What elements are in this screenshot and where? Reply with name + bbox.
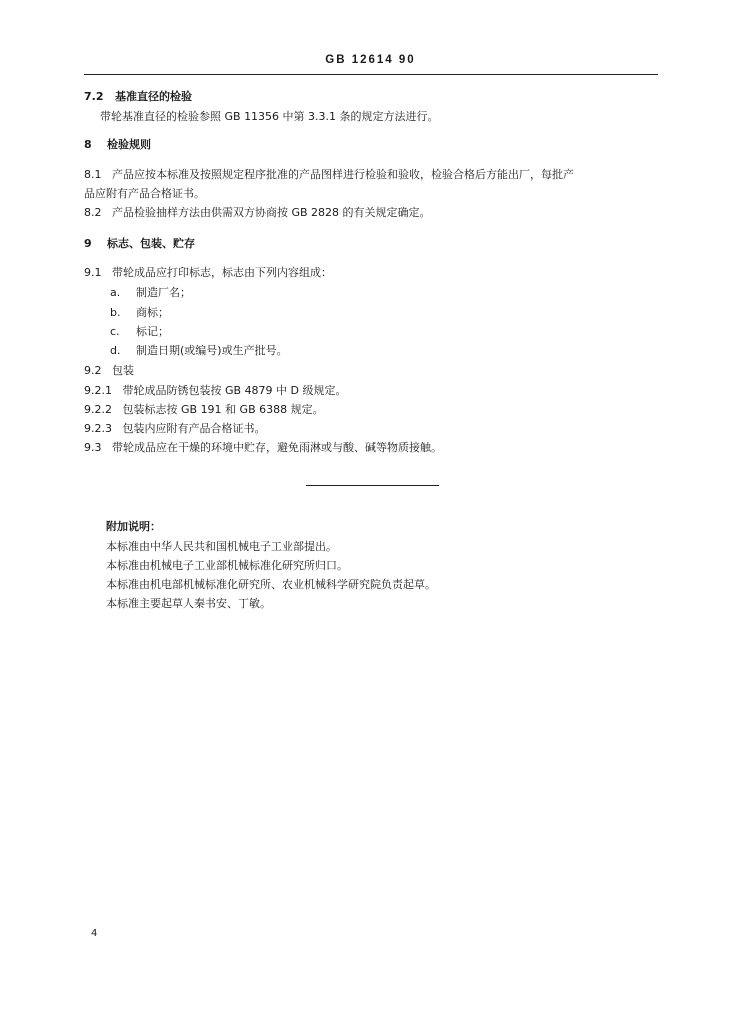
section-9-2-1	[84, 384, 347, 398]
header-rule	[84, 74, 658, 75]
page-number: 4	[91, 928, 98, 939]
list-text: 商标；	[136, 306, 169, 319]
section-number: 8.1	[84, 168, 102, 181]
section-7-2-heading	[84, 90, 192, 104]
section-number: 9.1	[84, 266, 102, 279]
section-text: 包装标志按 GB 191 和 GB 6388 规定。	[122, 403, 324, 416]
section-8-1-line1	[84, 168, 574, 182]
list-marker: a.	[110, 286, 121, 299]
section-9-1	[84, 266, 332, 280]
notes-line: 本标准由机电部机械标准化研究所、农业机械科学研究院负责起草。	[106, 578, 436, 591]
section-text: 包装内应附有产品合格证书。	[122, 422, 266, 435]
notes-line: 本标准由中华人民共和国机械电子工业部提出。	[106, 540, 337, 553]
list-item	[110, 286, 191, 300]
list-text: 标记；	[136, 325, 169, 338]
section-9-2-3	[84, 422, 266, 436]
section-number: 9.2.1	[84, 384, 112, 397]
section-text: 带轮成品防锈包装按 GB 4879 中 D 级规定。	[122, 384, 347, 397]
section-9-heading	[84, 237, 195, 251]
list-marker: d.	[110, 344, 121, 357]
section-9-2-heading	[84, 364, 134, 378]
section-8-2	[84, 206, 431, 220]
section-number: 9.2	[84, 364, 102, 377]
section-number: 8.2	[84, 206, 102, 219]
section-title: 检验规则	[106, 138, 151, 151]
list-marker: c.	[110, 325, 120, 338]
list-item	[110, 325, 169, 339]
notes-title: 附加说明：	[106, 520, 161, 533]
list-item	[110, 344, 288, 358]
section-8-1-line2: 品应附有产品合格证书。	[84, 187, 205, 200]
section-text: 带轮成品应在干燥的环境中贮存，避免雨淋或与酸、碱等物质接触。	[112, 441, 442, 454]
section-number: 9	[84, 237, 92, 250]
notes-line: 本标准由机械电子工业部机械标准化研究所归口。	[106, 559, 348, 572]
section-number: 9.2.3	[84, 422, 112, 435]
section-title: 基准直径的检验	[115, 90, 192, 103]
section-title: 包装	[112, 364, 134, 377]
section-9-3	[84, 441, 442, 455]
section-title: 标志、包装、贮存	[106, 237, 195, 250]
end-separator	[306, 485, 439, 486]
list-text: 制造日期(或编号)或生产批号。	[136, 344, 288, 357]
section-text: 产品检验抽样方法由供需双方协商按 GB 2828 的有关规定确定。	[112, 206, 431, 219]
list-text: 制造厂名；	[136, 286, 191, 299]
section-number: 9.2.2	[84, 403, 112, 416]
section-text: 带轮成品应打印标志，标志由下列内容组成：	[112, 266, 332, 279]
section-number: 7.2	[84, 90, 104, 103]
document-header: GB 12614 90	[325, 54, 416, 66]
section-9-2-2	[84, 403, 324, 417]
section-7-2-body: 带轮基准直径的检验参照 GB 11356 中第 3.3.1 条的规定方法进行。	[100, 110, 439, 123]
list-marker: b.	[110, 306, 121, 319]
section-8-heading	[84, 138, 151, 152]
list-item	[110, 306, 169, 320]
section-text: 产品应按本标准及按照规定程序批准的产品图样进行检验和验收，检验合格后方能出厂，每批产	[112, 168, 574, 181]
notes-line: 本标准主要起草人秦书安、丁敏。	[106, 597, 271, 610]
section-number: 9.3	[84, 441, 102, 454]
section-number: 8	[84, 138, 92, 151]
